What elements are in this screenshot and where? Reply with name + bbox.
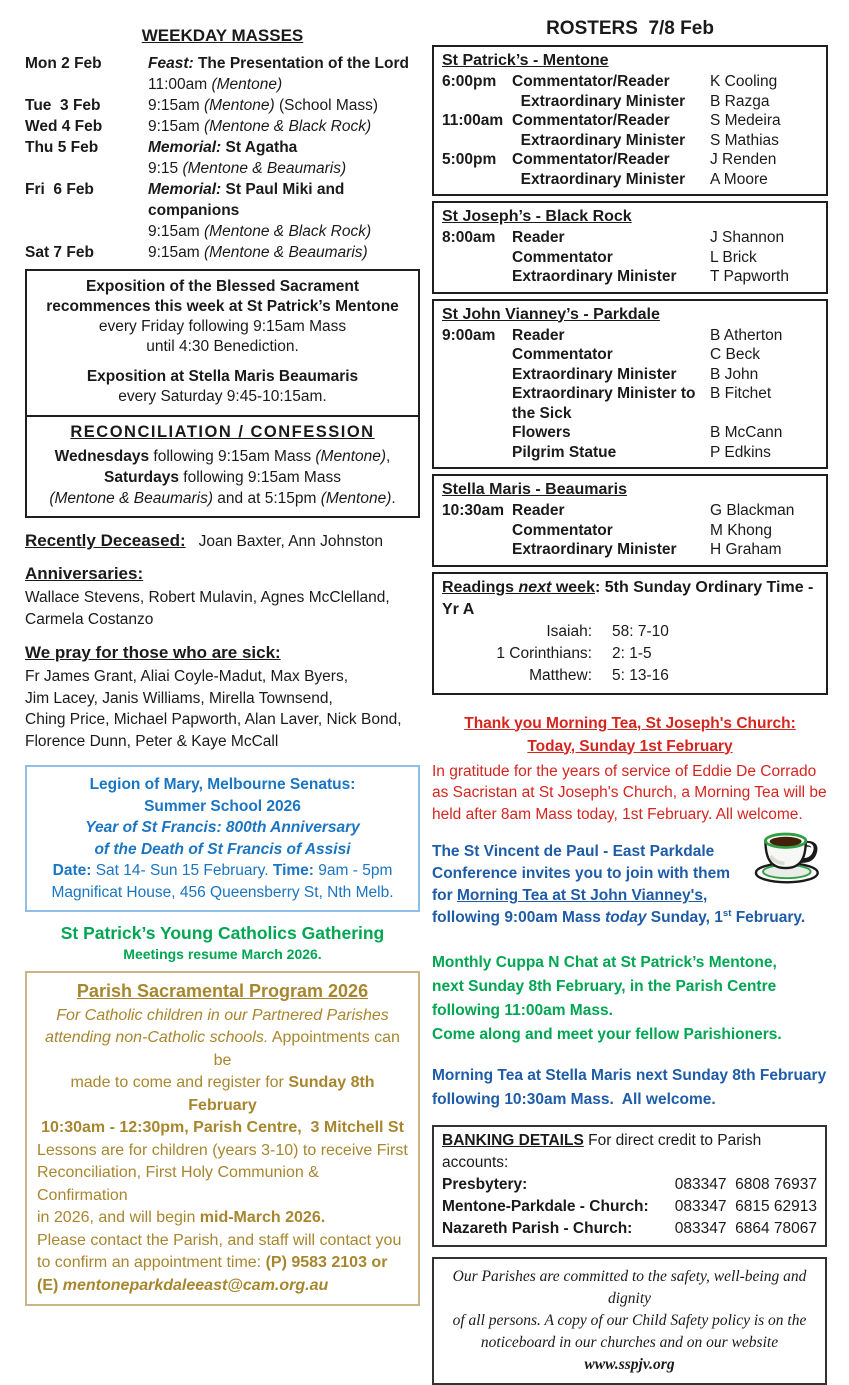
banking-details-box	[432, 1125, 827, 1247]
roster-person: S Medeira	[710, 112, 781, 129]
roster-role: Extraordinary Minister	[512, 268, 677, 285]
banking-row	[442, 1174, 817, 1196]
roster-box	[432, 45, 828, 196]
reconciliation-lines	[31, 446, 414, 509]
roster-role: Extraordinary Minister	[512, 131, 686, 149]
mass-day: Mon 2 Feb	[25, 55, 102, 72]
reading-row	[442, 643, 818, 665]
text-segment: Come along and meet your fellow Parishioners.	[432, 1026, 782, 1043]
text-line	[432, 907, 828, 929]
mass-detail	[148, 137, 420, 179]
mass-detail	[148, 53, 420, 95]
text-line	[31, 839, 414, 861]
text-line	[37, 1027, 408, 1072]
text-line: Florence Dunn, Peter & Kaye McCall	[25, 732, 279, 750]
banking-account-name: Presbytery:	[442, 1176, 528, 1193]
reconciliation-title: RECONCILIATION / CONFESSION	[70, 423, 375, 441]
text-segment: www.sspjv.org	[584, 1356, 675, 1373]
text-segment: Year of St Francis: 800th Anniversary	[85, 819, 360, 836]
roster-time	[442, 540, 512, 560]
roster-person: T Papworth	[710, 268, 789, 285]
roster-time: 8:00am	[442, 229, 496, 246]
roster-time	[442, 248, 512, 268]
mass-row	[25, 116, 420, 137]
text-segment: (Mentone & Beaumaris)	[49, 490, 213, 507]
roster-person: M Khong	[710, 521, 773, 539]
weekday-masses-title: WEEKDAY MASSES	[141, 26, 304, 45]
text-segment: For Catholic children in our Partnered Parishes	[56, 1006, 389, 1024]
text-segment: following 11:00am Mass.	[432, 1002, 613, 1019]
roster-person: G Blackman	[710, 502, 795, 519]
text-segment: Our Parishes are committed to the safety, well-being and dignity	[452, 1268, 811, 1307]
roster-time: 11:00am	[442, 112, 504, 129]
text-segment: Reconciliation, First Holy Communion & Confirmation	[37, 1164, 324, 1204]
text-segment: for	[432, 887, 457, 904]
svdp-notice	[432, 841, 828, 929]
text-segment: Lessons are for children (years 3-10) to receive First	[37, 1141, 408, 1159]
reading-row	[442, 621, 818, 643]
roster-person: H Graham	[710, 541, 782, 558]
text-line	[33, 387, 412, 407]
text-segment: Exposition at Stella Maris Beaumaris	[86, 368, 359, 385]
text-line	[31, 817, 414, 839]
roster-role: Reader	[512, 326, 565, 344]
exposition-box	[25, 269, 420, 417]
sacramental-program-box	[25, 971, 420, 1306]
mass-detail	[148, 116, 420, 137]
text-segment: ,	[386, 448, 391, 465]
text-segment: (P) 9583 2103 or	[265, 1254, 388, 1271]
roster-person: B Fitchet	[710, 385, 772, 402]
roster-person: J Shannon	[710, 229, 785, 246]
mass-row	[25, 53, 420, 95]
text-segment: attending non-Catholic schools.	[45, 1029, 269, 1046]
text-segment: ,	[702, 887, 708, 904]
legion-of-mary-box	[25, 765, 420, 912]
roster-role: Flowers	[512, 424, 571, 441]
roster-row	[442, 365, 818, 385]
mass-day: Fri 6 Feb	[25, 181, 94, 198]
text-line	[33, 317, 412, 337]
text-line	[148, 116, 420, 137]
roster-role: Extraordinary Minister to the Sick	[512, 385, 700, 422]
text-segment: 9:15am	[148, 118, 205, 135]
text-line	[31, 467, 414, 488]
text-segment: : 5th Sunday Ordinary Time - Yr A	[442, 578, 818, 618]
roster-row	[442, 521, 818, 541]
text-line	[37, 1252, 408, 1275]
roster-row	[442, 540, 818, 560]
text-line	[37, 1005, 408, 1028]
thankyou-heading-1: Thank you Morning Tea, St Joseph's Church:	[464, 714, 796, 732]
roster-row	[442, 501, 818, 521]
roster-person: A Moore	[710, 170, 768, 188]
banking-account-name: Nazareth Parish - Church:	[442, 1220, 633, 1237]
text-segment: February.	[731, 909, 806, 926]
roster-person: L Brick	[710, 248, 757, 266]
stella-maris-tea-notice	[432, 1064, 828, 1112]
exposition-paragraph-1	[33, 277, 412, 357]
text-segment: 9:15	[148, 160, 183, 177]
text-segment: Time:	[272, 862, 314, 879]
roster-row	[442, 72, 818, 92]
roster-row	[442, 345, 818, 365]
text-line	[148, 179, 420, 221]
text-segment: mid-March 2026.	[199, 1209, 326, 1226]
text-line	[37, 1072, 408, 1117]
cuppa-n-chat-notice	[432, 951, 828, 1047]
text-segment: every Friday following 9:15am Mass	[98, 318, 347, 335]
text-segment: (Mentone)	[211, 76, 283, 93]
text-segment: Saturdays	[104, 469, 179, 486]
roster-role: Extraordinary Minister	[512, 541, 677, 558]
text-line: Jim Lacey, Janis Williams, Mirella Townsend,	[25, 689, 333, 707]
text-segment: St Agatha	[221, 139, 298, 156]
roster-row	[442, 267, 818, 287]
child-safety-box	[432, 1257, 827, 1385]
reading-reference: 58: 7-10	[612, 622, 669, 640]
text-segment: 10:30am - 12:30pm, Parish Centre, 3 Mitchell St	[41, 1119, 404, 1136]
mass-row	[25, 242, 420, 263]
sacramental-program-title: Parish Sacramental Program 2026	[76, 981, 369, 1001]
roster-role: Commentator/Reader	[512, 73, 670, 90]
recently-deceased-label: Recently Deceased:	[25, 531, 186, 550]
text-line	[37, 1117, 408, 1140]
roster-time	[442, 384, 512, 423]
readings-title	[442, 577, 818, 621]
mass-row	[25, 179, 420, 242]
thankyou-notice	[432, 712, 828, 826]
roster-person: B Atherton	[710, 326, 783, 344]
text-segment: recommences this week at St Patrick’s Mentone	[46, 298, 399, 315]
roster-role: Extraordinary Minister	[512, 170, 686, 188]
exposition-paragraph-2	[33, 367, 412, 407]
anniversaries-label: Anniversaries:	[25, 564, 144, 583]
banking-account-number: 083347 6808 76937	[674, 1176, 817, 1193]
roster-sections	[432, 45, 828, 567]
text-line	[432, 1064, 828, 1088]
sick-names	[25, 666, 420, 752]
roster-time	[442, 443, 512, 463]
text-line	[31, 796, 414, 818]
roster-row	[442, 423, 818, 443]
text-segment: following 10:30am Mass. All welcome.	[432, 1091, 716, 1108]
roster-time	[442, 365, 512, 385]
reading-row	[442, 665, 818, 687]
text-line	[148, 74, 420, 95]
reading-reference: 5: 13-16	[612, 666, 669, 684]
roster-church-name: St Joseph’s - Black Rock	[442, 208, 632, 225]
text-segment: Magnificat House, 456 Queensberry St, Nth Melb.	[51, 883, 394, 901]
text-segment: 9:15am	[148, 97, 205, 114]
text-segment: made to come and register for	[70, 1074, 289, 1091]
roster-time: 10:30am	[442, 502, 505, 519]
readings-box	[432, 572, 828, 695]
text-line	[432, 951, 828, 975]
banking-account-number: 083347 6815 62913	[674, 1198, 817, 1215]
text-line	[31, 774, 414, 796]
text-segment: and at 5:15pm	[213, 490, 321, 507]
text-line	[31, 488, 414, 509]
mass-row	[25, 95, 420, 116]
text-segment: Legion of Mary, Melbourne Senatus:	[89, 776, 356, 793]
young-catholics-title: St Patrick’s Young Catholics Gathering	[60, 923, 385, 943]
mass-day: Wed 4 Feb	[25, 118, 103, 135]
text-segment: Sunday 8th February	[188, 1074, 380, 1114]
roster-person: P Edkins	[710, 443, 771, 461]
reading-book: Matthew:	[529, 666, 592, 684]
text-segment: (Mentone & Beaumaris)	[204, 244, 368, 261]
rosters-title: ROSTERS 7/8 Feb	[546, 18, 714, 39]
readings-rows	[442, 621, 818, 687]
text-segment: next	[518, 578, 552, 596]
text-line: Fr James Grant, Aliai Coyle-Madut, Max Byers,	[25, 668, 349, 685]
text-segment: (Mentone & Black Rock)	[204, 118, 372, 135]
roster-row	[442, 228, 818, 248]
roster-time	[442, 345, 512, 365]
text-segment: following 9:15am Mass	[149, 448, 316, 465]
roster-time	[442, 92, 512, 112]
roster-role: Reader	[512, 502, 565, 519]
mass-day: Sat 7 Feb	[25, 244, 94, 261]
text-segment: in 2026, and will begin	[37, 1209, 200, 1226]
text-segment: of the Death of St Francis of Assisi	[94, 840, 351, 858]
text-segment: until 4:30 Benediction.	[146, 338, 299, 355]
banking-heading: BANKING DETAILS For direct credit to Parish accounts:	[442, 1132, 766, 1171]
text-segment: Conference invites you to join with them	[432, 865, 730, 882]
text-segment: st	[722, 907, 732, 919]
text-line	[33, 337, 412, 357]
sacramental-program-lines	[37, 1005, 408, 1298]
roster-person: K Cooling	[710, 73, 778, 90]
text-segment: (School Mass)	[274, 97, 379, 114]
roster-role: Commentator/Reader	[512, 151, 670, 168]
text-line	[442, 1332, 817, 1376]
roster-time	[442, 267, 512, 287]
sick-label: We pray for those who are sick:	[25, 643, 281, 662]
mass-detail	[148, 95, 420, 116]
reading-book: Isaiah:	[546, 622, 592, 640]
recently-deceased-names	[190, 533, 199, 550]
reading-reference: 2: 1-5	[612, 644, 652, 662]
text-line	[432, 1088, 828, 1112]
roster-row	[442, 248, 818, 268]
right-column	[432, 0, 828, 1385]
text-segment: Readings	[442, 578, 519, 596]
young-catholics-subtitle: Meetings resume March 2026.	[123, 946, 322, 962]
roster-role: Pilgrim Statue	[512, 443, 617, 461]
text-segment: mentoneparkdaleeast@cam.org.au	[62, 1276, 329, 1294]
text-line	[442, 1310, 817, 1332]
roster-box	[432, 299, 828, 470]
roster-row	[442, 92, 818, 112]
text-line	[442, 577, 818, 621]
text-line	[33, 297, 412, 317]
text-line	[37, 1140, 408, 1163]
text-line	[148, 137, 420, 158]
roster-row	[442, 131, 818, 151]
banking-row	[442, 1196, 817, 1218]
text-segment: following 9:15am Mass	[178, 469, 341, 486]
text-line	[33, 277, 412, 297]
teacup-icon	[750, 825, 826, 892]
roster-role: Extraordinary Minister	[512, 92, 686, 110]
text-segment: week	[551, 578, 595, 596]
roster-role: Commentator	[512, 346, 613, 363]
text-segment: (Mentone)	[204, 97, 275, 114]
text-segment: next Sunday 8th February, in the Parish Centre	[432, 978, 777, 995]
text-line	[31, 882, 414, 904]
text-segment: Sunday, 1	[646, 909, 723, 926]
roster-person: B John	[710, 365, 759, 383]
roster-time	[442, 521, 512, 541]
text-segment: (Mentone)	[320, 490, 392, 507]
reconciliation-box	[25, 415, 420, 518]
roster-box	[432, 201, 828, 294]
text-line	[31, 860, 414, 882]
text-segment: Monthly Cuppa N Chat at St Patrick’s Mentone,	[432, 954, 777, 971]
thankyou-heading-2: Today, Sunday 1st February	[527, 737, 733, 755]
text-segment: Exposition of the Blessed Sacrament	[85, 278, 360, 295]
roster-role: Commentator	[512, 248, 613, 266]
text-segment: Feast:	[148, 55, 194, 72]
text-segment: every Saturday 9:45-10:15am.	[118, 388, 327, 405]
banking-account-number: 083347 6864 78067	[674, 1220, 817, 1237]
text-line	[37, 1207, 408, 1230]
roster-role: Reader	[512, 229, 565, 246]
roster-church-name: St John Vianney’s - Parkdale	[442, 305, 660, 323]
anniversaries-names	[25, 587, 420, 630]
roster-time	[442, 170, 512, 190]
roster-time	[442, 423, 512, 443]
text-line	[33, 367, 412, 387]
text-segment: St Paul Miki and companions	[148, 181, 349, 219]
roster-person: S Mathias	[710, 131, 779, 149]
text-line: Wallace Stevens, Robert Mulavin, Agnes McClelland,	[25, 589, 390, 606]
roster-role: Commentator	[512, 521, 613, 539]
text-segment: 9:15am	[148, 223, 205, 240]
text-segment: (Mentone & Beaumaris)	[182, 160, 347, 177]
mass-detail	[148, 179, 420, 242]
text-segment: Date:	[52, 862, 92, 879]
text-line	[37, 1230, 408, 1253]
text-segment: Memorial:	[148, 181, 222, 198]
text-line	[148, 53, 420, 74]
text-segment: The St Vincent de Paul - East Parkdale	[432, 843, 715, 860]
mass-row	[25, 137, 420, 179]
text-segment: Summer School 2026	[144, 797, 301, 815]
text-line: Ching Price, Michael Papworth, Alan Laver, Nick Bond,	[25, 711, 402, 728]
text-segment: noticeboard in our churches and on our website	[480, 1334, 782, 1351]
text-segment: Morning Tea at St John Vianney's	[456, 887, 703, 904]
roster-time: 6:00pm	[442, 73, 497, 90]
recently-deceased-line: Recently Deceased: Joan Baxter, Ann Johnston	[25, 531, 383, 550]
text-segment: to confirm an appointment time:	[37, 1254, 266, 1271]
text-segment: Memorial:	[148, 139, 222, 156]
roster-person: B Razga	[710, 92, 770, 110]
weekday-masses-table	[25, 53, 420, 263]
text-line	[37, 1162, 408, 1207]
text-segment: .	[391, 490, 396, 507]
text-segment: (Mentone)	[315, 448, 387, 465]
text-segment: Appointments can be	[213, 1029, 405, 1069]
text-segment: today	[605, 909, 647, 926]
roster-time	[442, 131, 512, 151]
roster-row	[442, 384, 818, 423]
roster-church-name: St Patrick’s - Mentone	[442, 52, 609, 69]
roster-role: Extraordinary Minister	[512, 365, 677, 383]
text-line	[148, 95, 420, 116]
roster-row	[442, 111, 818, 131]
text-line	[148, 221, 420, 242]
mass-day: Thu 5 Feb	[25, 139, 99, 156]
banking-row	[442, 1218, 817, 1240]
mass-day: Tue 3 Feb	[25, 97, 101, 114]
roster-person: B McCann	[710, 424, 783, 441]
text-segment: Sat 14- Sun 15 February.	[91, 862, 273, 879]
text-segment: Please contact the Parish, and staff will contact you	[37, 1231, 402, 1249]
text-segment: of all persons. A copy of our Child Safety policy is on the	[452, 1312, 807, 1329]
thankyou-body: In gratitude for the years of service of Eddie De Corrado as Sacristan at St Joseph's Church, a Morning Tea will be held after 8am Mass today, 1st February. All welcome.	[432, 762, 827, 823]
text-line	[432, 999, 828, 1023]
reading-book: 1 Corinthians:	[496, 644, 592, 662]
mass-detail	[148, 242, 420, 263]
roster-role: Commentator/Reader	[512, 112, 670, 129]
roster-row	[442, 170, 818, 190]
text-segment: 9:15am	[148, 244, 205, 261]
text-segment: Morning Tea at Stella Maris next Sunday 8th February	[432, 1067, 827, 1084]
roster-row	[442, 150, 818, 170]
roster-person: J Renden	[710, 151, 777, 168]
text-line	[31, 446, 414, 467]
roster-church-name: Stella Maris - Beaumaris	[442, 481, 627, 498]
left-column	[25, 0, 420, 1306]
text-segment: 11:00am	[148, 76, 212, 93]
text-segment: (E)	[37, 1276, 63, 1294]
roster-box	[432, 474, 828, 567]
text-segment: The Presentation of the Lord	[193, 55, 409, 72]
roster-person: C Beck	[710, 346, 760, 363]
text-line: Carmela Costanzo	[25, 610, 154, 628]
text-line	[432, 975, 828, 999]
banking-account-name: Mentone-Parkdale - Church:	[442, 1198, 649, 1215]
banking-heading-label: BANKING DETAILS	[442, 1132, 584, 1149]
text-line	[442, 1266, 817, 1310]
text-segment: Wednesdays	[54, 448, 150, 465]
roster-time: 9:00am	[442, 326, 496, 344]
text-line	[37, 1275, 408, 1298]
roster-row	[442, 326, 818, 346]
text-segment: following 9:00am Mass	[432, 909, 606, 926]
roster-row	[442, 443, 818, 463]
roster-time: 5:00pm	[442, 151, 497, 168]
text-line	[148, 242, 420, 263]
text-segment: 9am - 5pm	[313, 862, 393, 879]
text-line	[148, 158, 420, 179]
text-segment: (Mentone & Black Rock)	[204, 223, 372, 240]
banking-rows	[442, 1174, 817, 1240]
text-line	[432, 1023, 828, 1047]
